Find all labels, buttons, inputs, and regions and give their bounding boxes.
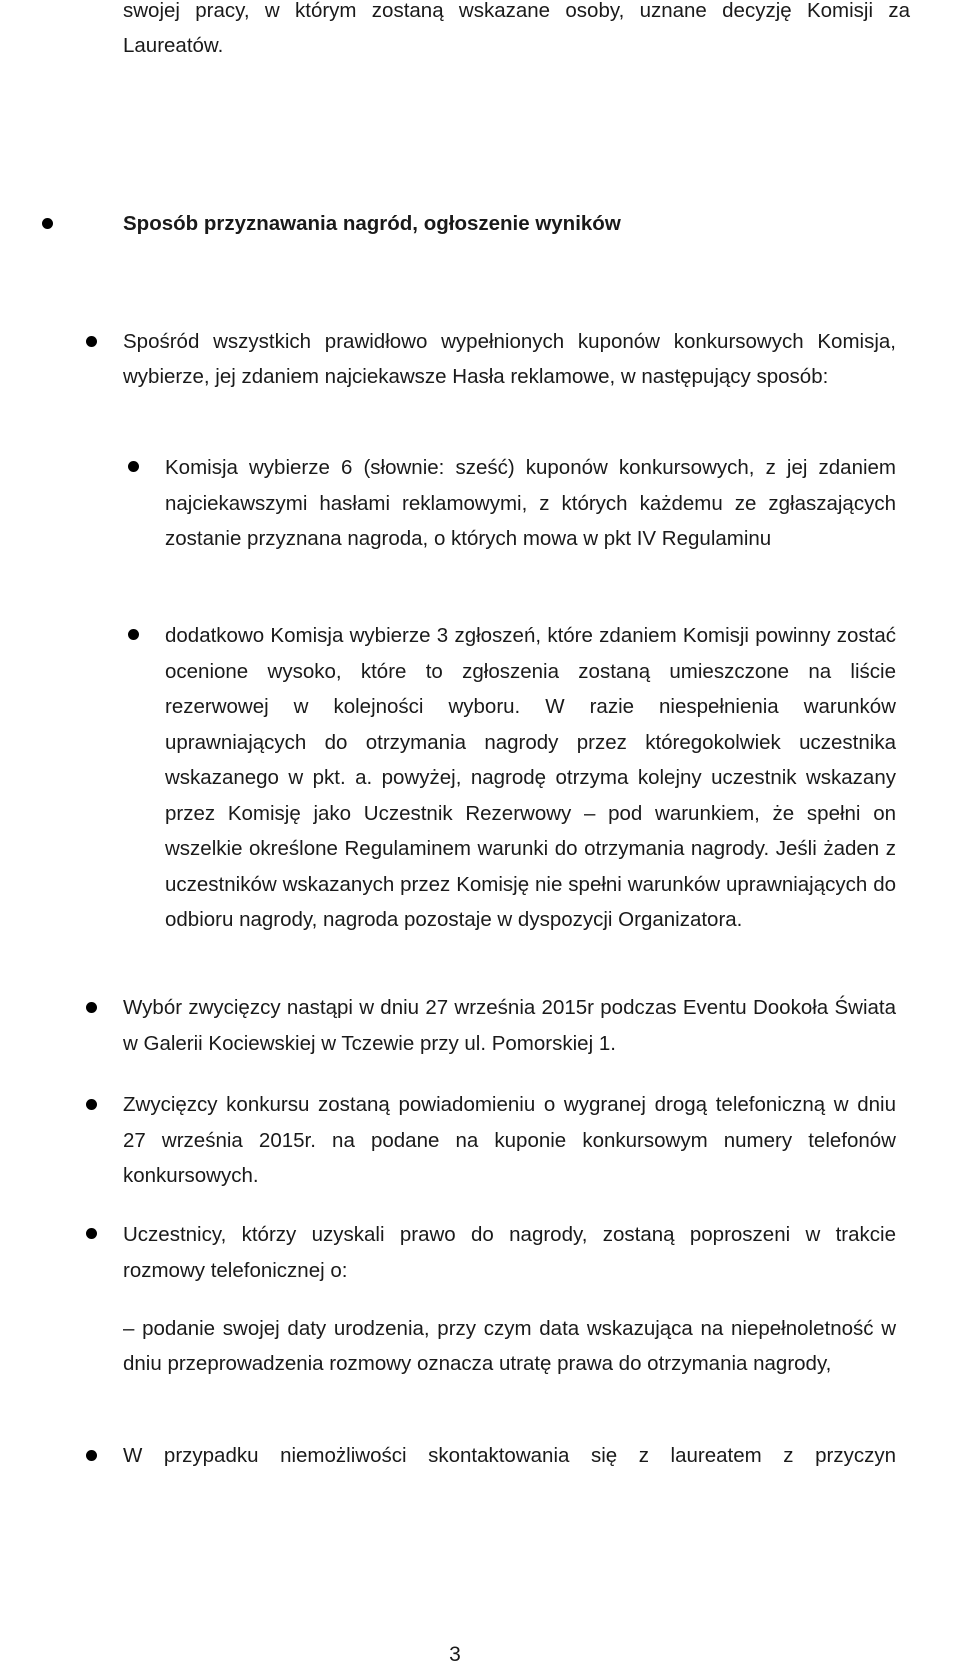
section-heading: Sposób przyznawania nagród, ogłoszenie wyników xyxy=(123,212,621,235)
winner-date-paragraph: Wybór zwycięzcy nastąpi w dniu 27 września 2015r podczas Eventu Dookoła Świata w Galerii Kociewskiej w Tczewie przy ul. Pomorskiej 1. xyxy=(123,996,896,1055)
intro-paragraph: swojej pracy, w którym zostaną wskazane osoby, uznane decyzję Komisji za Laureatów. xyxy=(123,0,910,57)
page-number: 3 xyxy=(449,1643,461,1666)
notification-paragraph: Zwycięzcy konkursu zostaną powiadomieniu o wygranej drogą telefoniczną w dniu 27 września 2015r. na podane na kuponie konkursowym numery telefonów konkursowych. xyxy=(123,1093,896,1187)
bullet-icon xyxy=(86,1099,97,1110)
dash-item-birthdate: – podanie swojej daty urodzenia, przy czym data wskazująca na niepełnoletność w dniu przeprowadzenia rozmowy oznacza utratę prawa do otrzymania nagrody, xyxy=(123,1317,896,1376)
bullet-icon xyxy=(86,1002,97,1013)
invitation-paragraph: Uczestnicy, którzy uzyskali prawo do nagrody, zostaną poproszeni w trakcie rozmowy telefonicznej o: xyxy=(123,1223,896,1282)
impossibility-paragraph: W przypadku niemożliwości skontaktowania się z laureatem z przyczyn xyxy=(123,1444,896,1467)
bullet-icon xyxy=(128,629,139,640)
selection-paragraph: Spośród wszystkich prawidłowo wypełnionych kuponów konkursowych Komisja, wybierze, jej zdaniem najciekawsze Hasła reklamowe, w następujący sposób: xyxy=(123,330,896,388)
bullet-icon xyxy=(128,461,139,472)
sub-item-reserve-list: dodatkowo Komisja wybierze 3 zgłoszeń, które zdaniem Komisji powinny zostać ocenione wysoko, które to zgłoszenia zostaną umieszczone na liście rezerwowej w kolejności wyboru. W razie niespełnienia warunków uprawniających do otrzymania nagrody przez któregokolwiek uczestnika wskazanego w pkt. a. powyżej, nagrodę otrzyma kolejny uczestnik wskazany przez Komisję jako Uczestnik Rezerwowy – pod warunkiem, że spełni on wszelkie określone Regulaminem warunki do otrzymania nagrody. Jeśli żaden z uczestników wskazanych przez Komisję nie spełni warunków uprawniających do odbioru nagrody, nagroda pozostaje w dyspozycji Organizatora. xyxy=(165,624,896,931)
bullet-icon xyxy=(86,1450,97,1461)
bullet-icon xyxy=(86,336,97,347)
bullet-icon xyxy=(86,1228,97,1239)
bullet-icon xyxy=(42,218,53,229)
sub-item-six-winners: Komisja wybierze 6 (słownie: sześć) kuponów konkursowych, z jej zdaniem najciekawszymi hasłami reklamowymi, z których każdemu ze zgłaszających zostanie przyznana nagroda, o których mowa w pkt IV Regulaminu xyxy=(165,456,896,550)
